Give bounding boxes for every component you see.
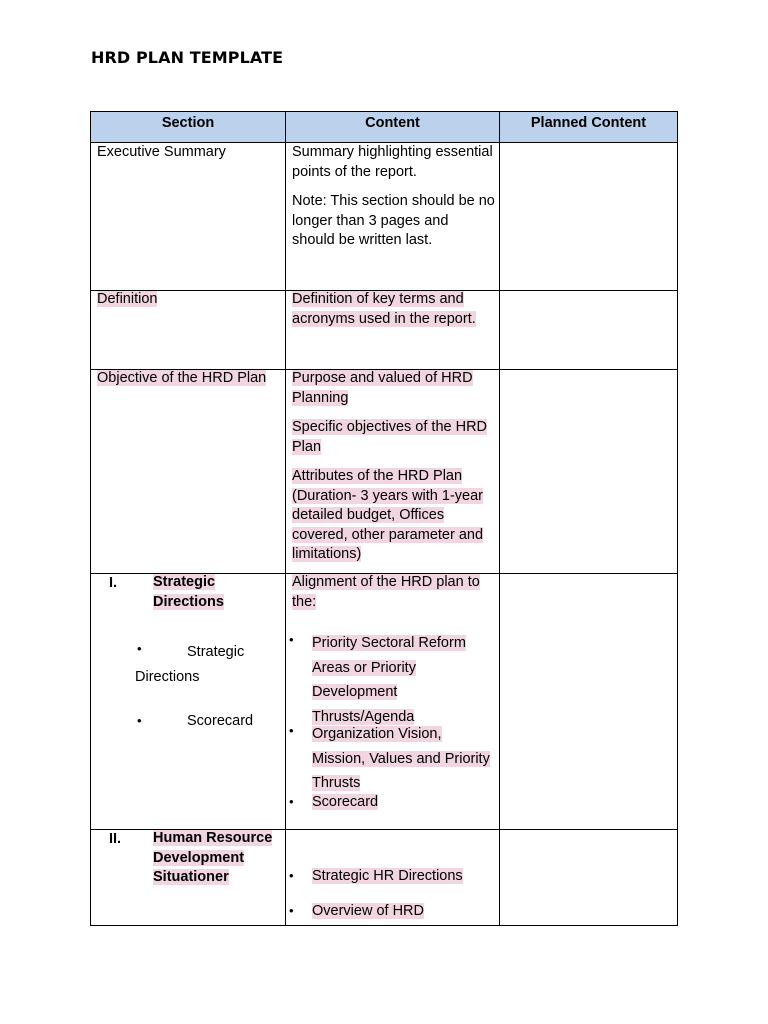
- row1-section: [97, 143, 226, 163]
- header-planned-content: Planned Content: [500, 112, 677, 142]
- bullet-icon: •: [289, 723, 294, 738]
- section-label: Objective of the HRD Plan: [97, 370, 267, 386]
- bullet-icon: •: [137, 641, 142, 656]
- content-bullet: Priority Sectoral Reform Areas or Priority Development Thrusts/Agenda: [312, 635, 466, 725]
- bullet-icon: •: [137, 713, 142, 728]
- row1-content: [292, 143, 495, 251]
- section-label: Executive Summary: [97, 144, 226, 160]
- bullet-icon: •: [289, 868, 294, 883]
- section-numeral: II.: [109, 831, 122, 847]
- column-divider: [499, 112, 500, 925]
- row2-content: [292, 290, 495, 329]
- document-title: HRD PLAN TEMPLATE: [91, 48, 284, 67]
- hrd-plan-table: [90, 111, 678, 926]
- content-paragraph: Summary highlighting essential points of the report.: [292, 144, 493, 180]
- section-bullet: Scorecard: [187, 713, 254, 729]
- content-paragraph: Definition of key terms and acronyms used in the report.: [292, 291, 476, 327]
- content-bullet: Overview of HRD: [312, 903, 424, 919]
- row3-section: [97, 369, 266, 389]
- row2-section: [97, 290, 157, 310]
- content-paragraph: Specific objectives of the HRD Plan: [292, 419, 488, 455]
- content-bullet: Organization Vision, Mission, Values and Priority Thrusts: [312, 726, 490, 791]
- bullet-icon: •: [289, 632, 294, 647]
- row3-content: [292, 369, 495, 565]
- section-bullet: Strategic Directions: [135, 644, 245, 685]
- column-divider: [285, 112, 286, 925]
- content-paragraph: Attributes of the HRD Plan (Duration- 3 years with 1-year detailed budget, Offices covered, other parameter and limitations): [292, 468, 484, 562]
- section-heading: Human Resource Development Situationer: [153, 830, 273, 885]
- content-paragraph: Purpose and valued of HRD Planning: [292, 370, 473, 406]
- content-bullet: Strategic HR Directions: [312, 868, 463, 884]
- header-section: Section: [91, 112, 285, 142]
- row4-content-intro: Alignment of the HRD plan to the:: [292, 574, 480, 610]
- header-content: Content: [286, 112, 499, 142]
- section-numeral: I.: [109, 575, 118, 591]
- bullet-icon: •: [289, 903, 294, 918]
- section-label: Definition: [97, 291, 158, 307]
- content-paragraph: Note: This section should be no longer than 3 pages and should be written last.: [292, 193, 495, 248]
- bullet-icon: •: [289, 794, 294, 809]
- content-bullet: Scorecard: [312, 794, 379, 810]
- section-heading: Strategic Directions: [153, 574, 224, 610]
